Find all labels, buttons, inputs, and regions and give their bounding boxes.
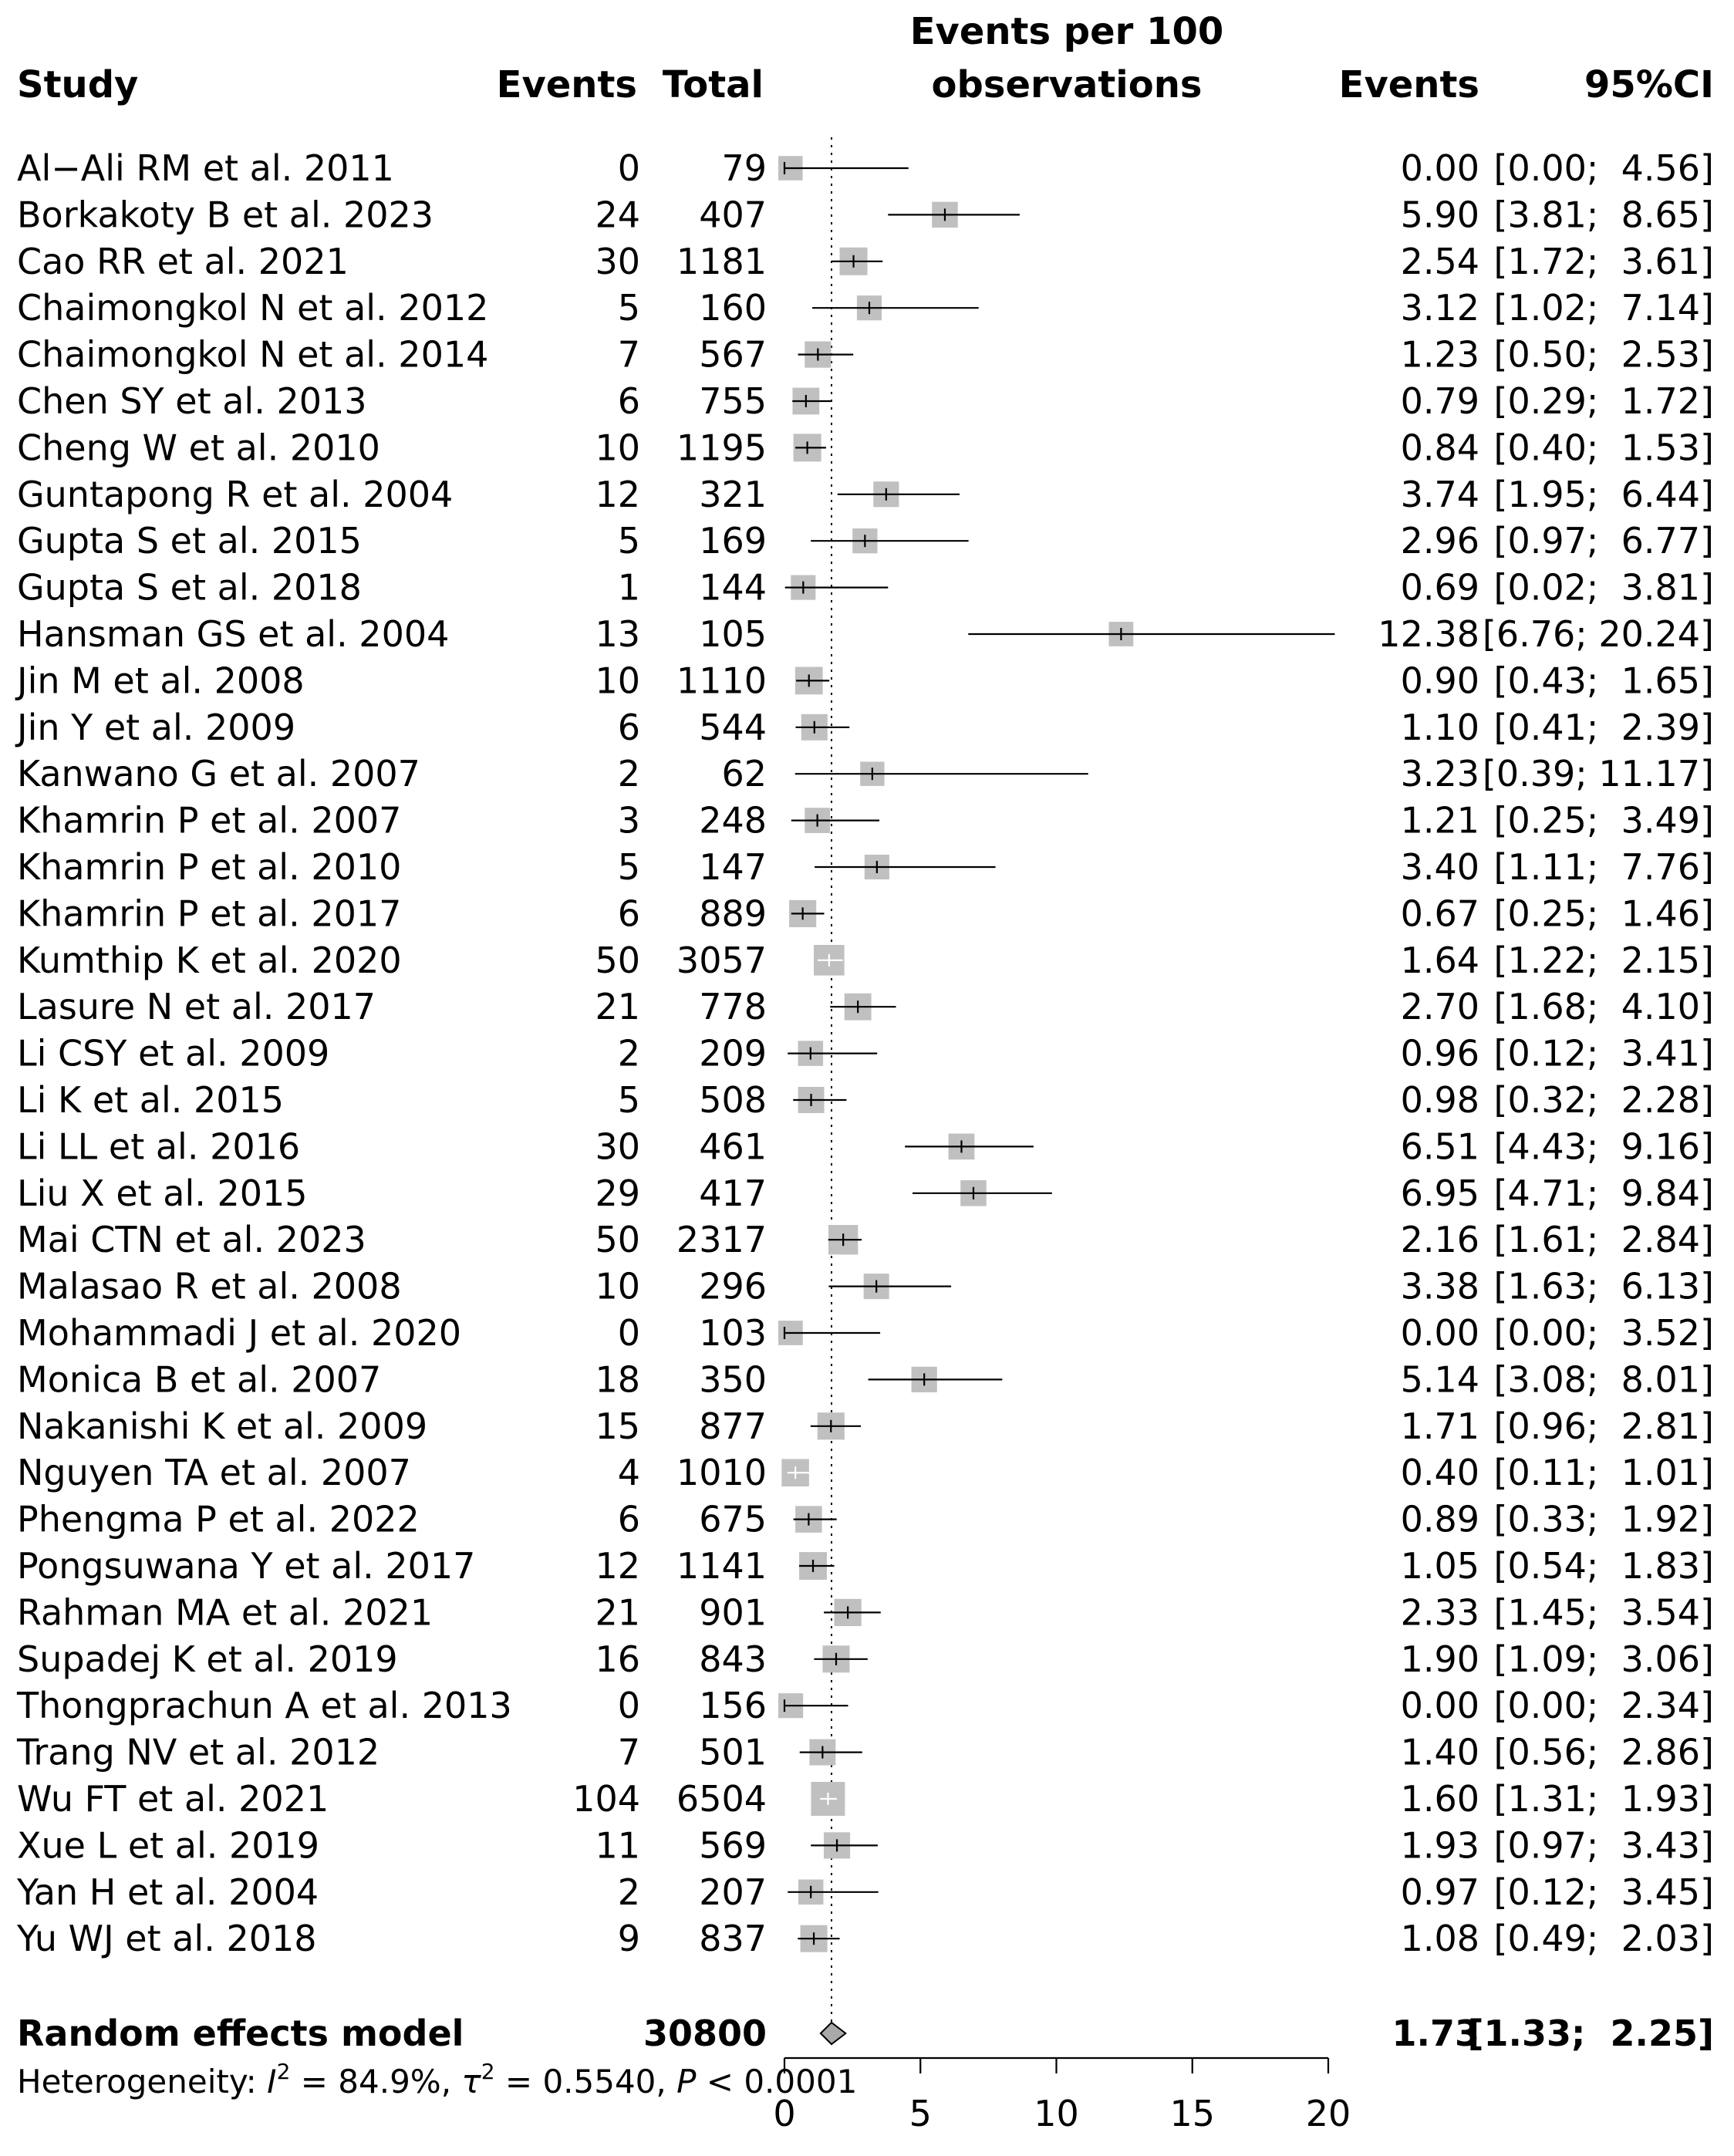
study-ci: [0.96; 2.81] [1493, 1405, 1714, 1447]
pooled-label: Random effects model [17, 2013, 464, 2054]
study-events: 5 [617, 520, 640, 562]
study-name: Cheng W et al. 2010 [17, 427, 380, 469]
study-estimate: 1.21 [1400, 799, 1479, 842]
study-total: 544 [699, 706, 767, 748]
study-events: 3 [617, 799, 640, 842]
study-events: 6 [617, 1498, 640, 1540]
study-events: 5 [617, 1079, 640, 1121]
study-estimate: 1.64 [1400, 939, 1479, 981]
study-estimate: 5.14 [1400, 1358, 1479, 1401]
het-i2-value: = 84.9%, [290, 2063, 462, 2100]
study-estimate: 2.96 [1400, 520, 1479, 562]
study-row [17, 380, 1714, 422]
study-total: 417 [699, 1172, 767, 1214]
study-name: Khamrin P et al. 2017 [17, 892, 402, 935]
study-events: 10 [595, 1265, 640, 1307]
study-ci: [0.25; 3.49] [1493, 799, 1714, 842]
study-events: 6 [617, 380, 640, 422]
study-rows [15, 147, 1714, 1959]
study-estimate: 3.74 [1400, 473, 1479, 515]
study-name: Supadej K et al. 2019 [17, 1638, 398, 1680]
study-name: Chaimongkol N et al. 2014 [17, 333, 489, 376]
study-estimate: 0.67 [1400, 892, 1479, 935]
study-total: 156 [699, 1685, 767, 1727]
study-events: 7 [617, 1731, 640, 1773]
heterogeneity-text [17, 2059, 857, 2100]
study-estimate: 0.98 [1400, 1079, 1479, 1121]
study-estimate: 6.51 [1400, 1125, 1479, 1168]
study-estimate: 2.70 [1400, 986, 1479, 1028]
study-events: 10 [595, 427, 640, 469]
study-ci: [0.41; 2.39] [1493, 706, 1714, 748]
study-ci: [0.11; 1.01] [1493, 1452, 1714, 1494]
het-tau-symbol: τ [461, 2063, 481, 2100]
study-ci: [1.02; 7.14] [1493, 287, 1714, 329]
study-events: 0 [617, 1685, 640, 1727]
study-events: 30 [595, 240, 640, 282]
study-events: 2 [617, 1871, 640, 1913]
study-events: 50 [595, 939, 640, 981]
study-total: 209 [699, 1032, 767, 1075]
het-p-symbol: P [676, 2063, 697, 2100]
het-i2-sup: 2 [276, 2059, 291, 2084]
axis-tick-label: 0 [773, 2093, 796, 2134]
study-total: 248 [699, 799, 767, 842]
study-name: Borkakoty B et al. 2023 [17, 194, 434, 236]
study-events: 5 [617, 287, 640, 329]
study-name: Kanwano G et al. 2007 [17, 753, 420, 795]
study-ci: [1.68; 4.10] [1493, 986, 1714, 1028]
study-ci: [0.00; 3.52] [1493, 1312, 1714, 1354]
het-tau-value: = 0.5540, [494, 2063, 677, 2100]
study-events: 2 [617, 753, 640, 795]
study-estimate: 0.79 [1400, 380, 1479, 422]
study-total: 3057 [676, 939, 767, 981]
study-total: 144 [699, 566, 767, 609]
study-estimate: 0.90 [1400, 660, 1479, 702]
axis-tick-label: 15 [1169, 2093, 1216, 2134]
study-ci: [3.81; 8.65] [1493, 194, 1714, 236]
study-events: 13 [595, 613, 640, 655]
study-total: 755 [699, 380, 767, 422]
study-events: 5 [617, 846, 640, 888]
study-total: 901 [699, 1591, 767, 1634]
study-ci: [0.97; 3.43] [1493, 1824, 1714, 1867]
study-name: Al−Ali RM et al. 2011 [17, 147, 394, 189]
study-total: 105 [699, 613, 767, 655]
study-row [17, 427, 1714, 468]
study-row [15, 660, 1714, 701]
study-row [17, 1499, 1714, 1540]
study-row [17, 986, 1714, 1027]
study-row [17, 567, 1714, 609]
het-p-value: < 0.0001 [696, 2063, 858, 2100]
study-name: Chaimongkol N et al. 2012 [17, 287, 489, 329]
study-row [17, 1778, 1714, 1820]
study-ci: [1.22; 2.15] [1493, 939, 1714, 981]
study-ci: [0.43; 1.65] [1493, 660, 1714, 702]
study-estimate: 1.10 [1400, 706, 1479, 748]
study-events: 21 [595, 1591, 640, 1634]
study-total: 147 [699, 846, 767, 888]
study-events: 6 [617, 706, 640, 748]
study-total: 508 [699, 1079, 767, 1121]
study-row [17, 1079, 1714, 1121]
study-name: Lasure N et al. 2017 [17, 986, 376, 1028]
study-row [17, 1172, 1714, 1214]
study-row [17, 1312, 1714, 1354]
study-ci: [4.71; 9.84] [1493, 1172, 1714, 1214]
study-estimate: 1.08 [1400, 1918, 1479, 1960]
study-total: 837 [699, 1918, 767, 1960]
study-estimate: 0.69 [1400, 566, 1479, 609]
study-name: Guntapong R et al. 2004 [17, 473, 454, 515]
study-ci: [1.72; 3.61] [1493, 240, 1714, 282]
axis-tick-label: 20 [1305, 2093, 1351, 2134]
study-total: 296 [699, 1265, 767, 1307]
study-ci: [1.45; 3.54] [1493, 1591, 1714, 1634]
study-total: 1110 [676, 660, 767, 702]
study-row [17, 753, 1714, 795]
study-ci: [0.49; 2.03] [1493, 1918, 1714, 1960]
study-name: Gupta S et al. 2018 [17, 566, 362, 609]
study-events: 50 [595, 1219, 640, 1261]
study-total: 1141 [676, 1545, 767, 1587]
study-name: Nguyen TA et al. 2007 [17, 1452, 411, 1494]
study-name: Li LL et al. 2016 [17, 1125, 301, 1168]
study-events: 11 [595, 1824, 640, 1867]
study-row [17, 1405, 1714, 1447]
study-estimate: 3.12 [1400, 287, 1479, 329]
study-name: Monica B et al. 2007 [17, 1358, 382, 1401]
study-row [17, 1591, 1714, 1633]
study-estimate: 1.05 [1400, 1545, 1479, 1587]
study-row [17, 520, 1714, 562]
study-row [16, 1871, 1714, 1913]
study-ci: [1.31; 1.93] [1493, 1778, 1714, 1820]
study-ci: [0.32; 2.28] [1493, 1079, 1714, 1121]
study-ci: [6.76; 20.24] [1482, 613, 1714, 655]
study-ci: [4.43; 9.16] [1493, 1125, 1714, 1168]
study-total: 2317 [676, 1219, 767, 1261]
study-row [17, 1033, 1714, 1075]
study-ci: [1.63; 6.13] [1493, 1265, 1714, 1307]
study-total: 877 [699, 1405, 767, 1447]
study-estimate: 2.33 [1400, 1591, 1479, 1634]
study-events: 16 [595, 1638, 640, 1680]
het-tau-sup: 2 [481, 2059, 495, 2084]
study-row [17, 846, 1714, 888]
study-row [16, 1918, 1714, 1959]
study-name: Gupta S et al. 2015 [17, 520, 362, 562]
study-estimate: 0.96 [1400, 1032, 1479, 1075]
axis-tick-label: 5 [909, 2093, 932, 2134]
study-total: 567 [699, 333, 767, 376]
study-name: Li K et al. 2015 [17, 1079, 285, 1121]
study-name: Jin Y et al. 2009 [17, 706, 296, 748]
pooled-ci: [1.33; 2.25] [1467, 2013, 1714, 2054]
study-row [17, 474, 1714, 515]
study-name: Malasao R et al. 2008 [17, 1265, 402, 1307]
study-total: 207 [699, 1871, 767, 1913]
study-name: Wu FT et al. 2021 [17, 1778, 329, 1820]
study-ci: [0.40; 1.53] [1493, 427, 1714, 469]
study-total: 461 [699, 1125, 767, 1168]
study-ci: [3.08; 8.01] [1493, 1358, 1714, 1401]
study-events: 18 [595, 1358, 640, 1401]
study-total: 1195 [676, 427, 767, 469]
study-row [17, 613, 1714, 655]
study-ci: [0.50; 2.53] [1493, 333, 1714, 376]
study-name: Rahman MA et al. 2021 [17, 1591, 434, 1634]
study-total: 321 [699, 473, 767, 515]
study-events: 9 [617, 1918, 640, 1960]
study-ci: [1.09; 3.06] [1493, 1638, 1714, 1680]
pooled-total: 30800 [643, 2013, 767, 2054]
study-estimate: 0.97 [1400, 1871, 1479, 1913]
study-name: Chen SY et al. 2013 [17, 380, 367, 422]
study-ci: [0.29; 1.72] [1493, 380, 1714, 422]
study-name: Pongsuwana Y et al. 2017 [17, 1545, 476, 1587]
study-name: Khamrin P et al. 2010 [17, 846, 402, 888]
header-events: Events [496, 63, 637, 106]
study-estimate: 3.40 [1400, 846, 1479, 888]
study-name: Phengma P et al. 2022 [17, 1498, 420, 1540]
study-name: Xue L et al. 2019 [17, 1824, 320, 1867]
study-row [17, 147, 1714, 189]
study-row [17, 1358, 1714, 1400]
study-total: 889 [699, 892, 767, 935]
study-row [17, 1125, 1714, 1167]
study-ci: [0.00; 2.34] [1493, 1685, 1714, 1727]
study-row [17, 194, 1714, 235]
study-name: Nakanishi K et al. 2009 [17, 1405, 428, 1447]
study-estimate: 6.95 [1400, 1172, 1479, 1214]
study-total: 103 [699, 1312, 767, 1354]
study-name: Hansman GS et al. 2004 [17, 613, 450, 655]
study-row [15, 707, 1714, 748]
study-total: 778 [699, 986, 767, 1028]
study-estimate: 0.89 [1400, 1498, 1479, 1540]
study-name: Kumthip K et al. 2020 [17, 939, 402, 981]
study-total: 407 [699, 194, 767, 236]
study-name: Yan H et al. 2004 [17, 1871, 319, 1913]
study-estimate: 2.16 [1400, 1219, 1479, 1261]
study-estimate: 1.40 [1400, 1731, 1479, 1773]
study-events: 12 [595, 1545, 640, 1587]
study-estimate: 1.71 [1400, 1405, 1479, 1447]
study-row [17, 1638, 1714, 1680]
study-estimate: 0.40 [1400, 1452, 1479, 1494]
study-name: Li CSY et al. 2009 [17, 1032, 330, 1075]
study-ci: [0.00; 4.56] [1493, 147, 1714, 189]
study-ci: [0.97; 6.77] [1493, 520, 1714, 562]
study-total: 843 [699, 1638, 767, 1680]
study-estimate: 5.90 [1400, 194, 1479, 236]
pooled-diamond-layer [821, 2023, 845, 2044]
study-events: 30 [595, 1125, 640, 1168]
study-name: Khamrin P et al. 2007 [17, 799, 402, 842]
study-ci: [1.95; 6.44] [1493, 473, 1714, 515]
study-estimate: 0.00 [1400, 1685, 1479, 1727]
study-ci: [0.12; 3.45] [1493, 1871, 1714, 1913]
header-study: Study [17, 63, 139, 106]
study-total: 501 [699, 1731, 767, 1773]
study-events: 2 [617, 1032, 640, 1075]
axis-tick-label: 10 [1034, 2093, 1079, 2134]
study-total: 160 [699, 287, 767, 329]
study-ci: [0.25; 1.46] [1493, 892, 1714, 935]
study-total: 1010 [676, 1452, 767, 1494]
study-events: 6 [617, 892, 640, 935]
study-name: Mohammadi J et al. 2020 [17, 1312, 462, 1354]
study-estimate: 3.23 [1400, 753, 1479, 795]
study-name: Jin M et al. 2008 [17, 660, 305, 702]
study-total: 169 [699, 520, 767, 562]
study-row [17, 1219, 1714, 1260]
study-events: 104 [572, 1778, 640, 1820]
study-estimate: 3.38 [1400, 1265, 1479, 1307]
study-estimate: 1.90 [1400, 1638, 1479, 1680]
pooled-diamond [821, 2023, 845, 2044]
study-total: 1181 [676, 240, 767, 282]
study-row [17, 800, 1714, 842]
study-row [16, 1685, 1714, 1726]
study-row [17, 892, 1714, 934]
study-row [17, 1452, 1714, 1493]
study-ci: [0.39; 11.17] [1482, 753, 1714, 795]
study-row [17, 1266, 1714, 1307]
study-name: Trang NV et al. 2012 [17, 1731, 380, 1773]
study-events: 10 [595, 660, 640, 702]
study-name: Thongprachun A et al. 2013 [17, 1685, 512, 1727]
study-events: 1 [617, 566, 640, 609]
study-total: 569 [699, 1824, 767, 1867]
study-estimate: 1.23 [1400, 333, 1479, 376]
study-estimate: 0.00 [1400, 147, 1479, 189]
study-events: 0 [617, 1312, 640, 1354]
study-row [17, 1824, 1714, 1866]
study-events: 4 [617, 1452, 640, 1494]
study-row [17, 287, 1714, 329]
study-events: 12 [595, 473, 640, 515]
study-row [17, 1545, 1714, 1587]
study-estimate: 2.54 [1400, 240, 1479, 282]
study-ci: [0.56; 2.86] [1493, 1731, 1714, 1773]
study-events: 24 [595, 194, 640, 236]
study-name: Liu X et al. 2015 [17, 1172, 308, 1214]
study-estimate: 0.00 [1400, 1312, 1479, 1354]
study-events: 29 [595, 1172, 640, 1214]
study-row [17, 334, 1714, 376]
study-events: 0 [617, 147, 640, 189]
study-ci: [0.54; 1.83] [1493, 1545, 1714, 1587]
study-row [17, 241, 1714, 282]
study-total: 675 [699, 1498, 767, 1540]
het-prefix: Heterogeneity: [17, 2063, 268, 2100]
study-total: 79 [721, 147, 767, 189]
study-estimate: 1.60 [1400, 1778, 1479, 1820]
study-total: 350 [699, 1358, 767, 1401]
study-events: 15 [595, 1405, 640, 1447]
study-row [16, 1732, 1714, 1773]
study-row [17, 940, 1714, 981]
study-ci: [1.11; 7.76] [1493, 846, 1714, 888]
study-events: 7 [617, 333, 640, 376]
header-total: Total [662, 63, 764, 106]
study-total: 62 [721, 753, 767, 795]
x-axis [773, 2058, 1351, 2134]
study-estimate: 12.38 [1378, 613, 1479, 655]
header-plot-line1: Events per 100 [909, 10, 1224, 53]
study-name: Cao RR et al. 2021 [17, 240, 349, 282]
study-ci: [0.12; 3.41] [1493, 1032, 1714, 1075]
study-name: Mai CTN et al. 2023 [17, 1219, 366, 1261]
pooled-estimate: 1.73 [1392, 2013, 1479, 2054]
study-name: Yu WJ et al. 2018 [17, 1918, 317, 1960]
study-ci: [1.61; 2.84] [1493, 1219, 1714, 1261]
header-plot-line2: observations [931, 63, 1203, 106]
study-estimate: 0.84 [1400, 427, 1479, 469]
study-estimate: 1.93 [1400, 1824, 1479, 1867]
study-ci: [0.33; 1.92] [1493, 1498, 1714, 1540]
study-ci: [0.02; 3.81] [1493, 566, 1714, 609]
het-i2-symbol: I [267, 2063, 277, 2100]
header-ci: 95%CI [1584, 63, 1714, 106]
header-est: Events [1338, 63, 1479, 106]
study-events: 21 [595, 986, 640, 1028]
study-total: 6504 [676, 1778, 767, 1820]
